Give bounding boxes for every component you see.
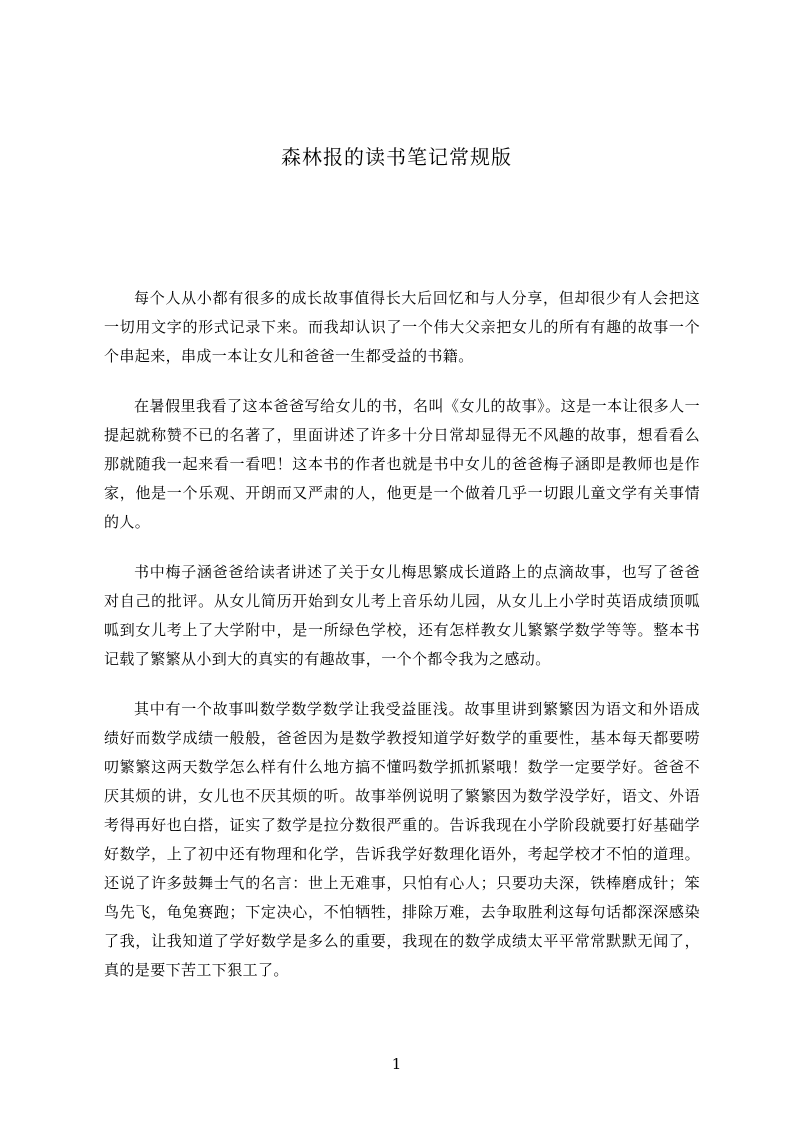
document-title: 森林报的读书笔记常规版 <box>281 145 512 169</box>
paragraph: 每个人从小都有很多的成长故事值得长大后回忆和与人分享，但却很少有人会把这一切用文字的形式记录下来。而我却认识了一个伟大父亲把女儿的所有有趣的故事一个个串起来，串成一本让女儿和爸爸一生都受益的书籍。 <box>104 289 700 365</box>
page-number: 1 <box>391 1055 402 1073</box>
paragraph: 书中梅子涵爸爸给读者讲述了关于女儿梅思繁成长道路上的点滴故事，也写了爸爸对自己的批评。从女儿简历开始到女儿考上音乐幼儿园，从女儿上小学时英语成绩顶呱呱到女儿考上了大学附中，是一所绿色学校，还有怎样教女儿繁繁学数学等等。整本书记载了繁繁从小到大的真实的有趣故事，一个个都令我为之感动。 <box>104 563 700 668</box>
paragraph: 其中有一个故事叫数学数学数学让我受益匪浅。故事里讲到繁繁因为语文和外语成绩好而数学成绩一般般，爸爸因为是数学教授知道学好数学的重要性，基本每天都要唠叨繁繁这两天数学怎么样有什么地方搞不懂吗数学抓抓紧哦！数学一定要学好。爸爸不厌其烦的讲，女儿也不厌其烦的听。故事举例说明了繁繁因为数学没学好，语文、外语考得再好也白搭，证实了数学是拉分数很严重的。告诉我现在小学阶段就要打好基础学好数学，上了初中还有物理和化学，告诉我学好数理化语外，考起学校才不怕的道理。还说了许多鼓舞士气的名言：世上无难事，只怕有心人；只要功夫深，铁棒磨成针；笨鸟先飞，龟兔赛跑；下定决心，不怕牺牲，排除万难，去争取胜利这每句话都深深感染了我，让我知道了学好数学是多么的重要，我现在的数学成绩太平平常常默默无闻了，真的是要下苦工下狠工了。 <box>104 700 700 979</box>
document-body <box>104 284 700 1006</box>
paragraph: 在暑假里我看了这本爸爸写给女儿的书，名叫《女儿的故事》。这是一本让很多人一提起就称赞不已的名著了，里面讲述了许多十分日常却显得无不风趣的故事，想看看么那就随我一起来看一看吧！这本书的作者也就是书中女儿的爸爸梅子涵即是教师也是作家，他是一个乐观、开朗而又严肃的人，他更是一个做着几乎一切跟儿童文学有关事情的人。 <box>104 397 700 531</box>
